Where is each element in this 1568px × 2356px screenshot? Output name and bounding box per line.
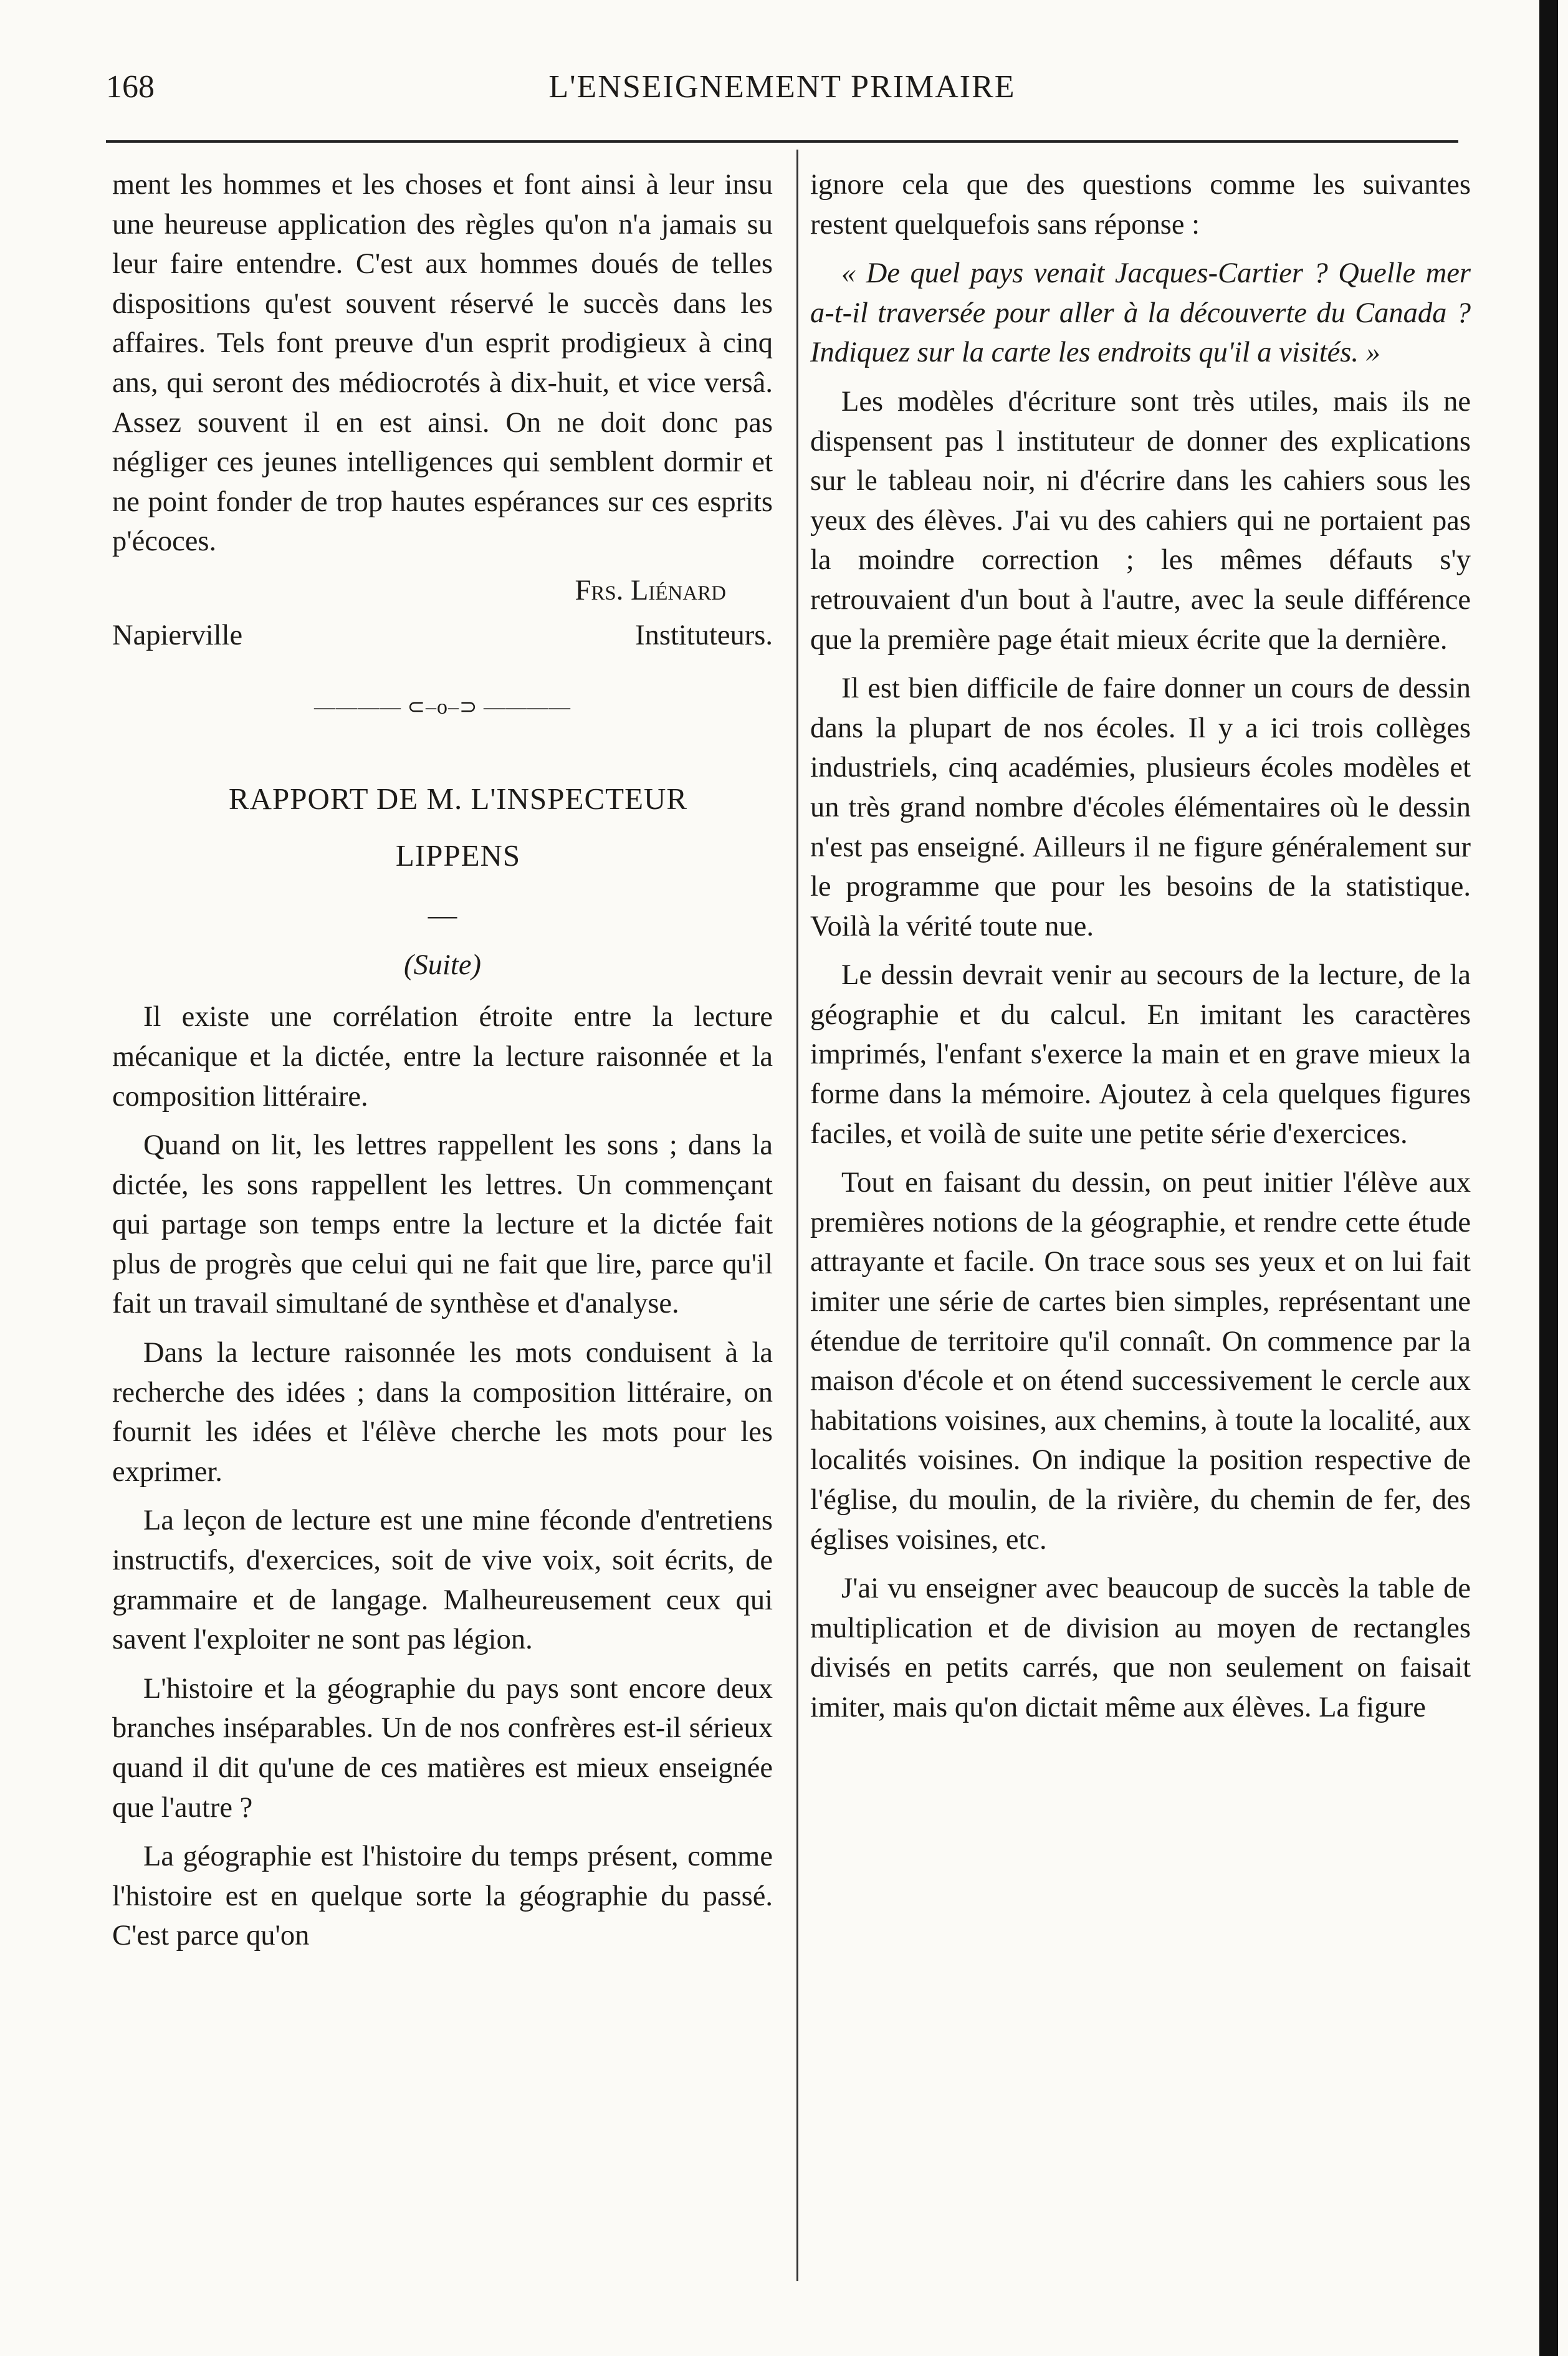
- continued-paragraph: ment les hommes et les choses et font ainsi à leur insu une heureuse application des règles qu'on n'a jamais su leur faire entendre. C'est aux hommes doués de telles dispositions qu'est souvent réservé le succès dans les affaires. Tels font preuve d'un esprit prodigieux à cinq ans, qui seront des médiocrotés à dix-huit, et vice versâ. Assez souvent il en est ainsi. On ne doit donc pas négliger ces jeunes intelligences qui semblent dormir et ne point fonder de trop hautes espérances sur ces esprits p'écoces.: [112, 169, 773, 558]
- paragraph: Il est bien difficile de faire donner un cours de dessin dans la plupart de nos écoles. Il y a ici trois collèges industriels, cinq académies, plusieurs écoles modèles et un très grand nombre d'écoles élémentaires où le dessin n'est pas enseigné. Ailleurs il ne figure généralement sur le programme que pour les besoins de la statistique. Voilà la vérité toute nue.: [810, 673, 1471, 942]
- paragraph: Les modèles d'écriture sont très utiles, mais ils ne dispensent pas l instituteur de donner des explications sur le tableau noir, ni d'écrire dans les cahiers sous les yeux des élèves. J'ai vu des cahiers qui ne portaient pas la moindre correction ; les mêmes défauts s'y retrouvaient d'un bout à l'autre, avec la seule différence que la première page était mieux écrite que la dernière.: [810, 385, 1471, 656]
- page-spine-shadow: [1539, 0, 1558, 2356]
- paragraph: Tout en faisant du dessin, on peut initier l'élève aux premières notions de la géographie, et rendre cette étude attrayante et facile. On trace sous ses yeux et on lui fait imiter une série de cartes bien simples, représentant une étendue de territoire qu'il connaît. On commence par la maison d'école et on étend successivement le cercle aux habitations voisines, aux chemins, à toute la localité, aux localités voisines. On indique la position respective de l'église, du moulin, de la rivière, du chemin de fer, des églises voisines, etc.: [810, 1167, 1471, 1556]
- page-header: [106, 69, 1458, 125]
- paragraph: Il existe une corrélation étroite entre la lecture mécanique et la dictée, entre la lecture raisonnée et la composition littéraire.: [112, 1001, 773, 1113]
- signature-name: Frs. Liénard: [575, 574, 726, 606]
- paragraph: La géographie est l'histoire du temps présent, comme l'histoire est en quelque sorte la géographie du passé. C'est parce qu'on: [112, 1841, 773, 1952]
- paragraph: Le dessin devrait venir au secours de la lecture, de la géographie et du calcul. En imitant les caractères imprimés, l'enfant s'exerce la main et en grave mieux la forme dans la mémoire. Ajoutez à cela quelques figures faciles, et voilà de suite une petite série d'exercices.: [810, 959, 1471, 1150]
- page-number: 168: [106, 69, 155, 105]
- continued-paragraph: ignore cela que des questions comme les suivantes restent quelquefois sans réponse :: [810, 169, 1471, 241]
- paragraph: J'ai vu enseigner avec beaucoup de succès la table de multiplication et de division au moyen de rectangles divisés en petits carrés, que non seulement on faisait imiter, mais qu'on dictait même aux élèves. La figure: [810, 1573, 1471, 1723]
- right-column: [810, 165, 1471, 1737]
- paragraph: La leçon de lecture est une mine féconde d'entretiens instructifs, d'exercices, soit de vive voix, soit écrits, de grammaire et de langage. Malheureusement ceux qui savent l'exploiter ne sont pas légion.: [112, 1505, 773, 1656]
- section-divider: ———— ⊂–o–⊃ ————: [314, 695, 571, 719]
- signature-title: Instituteurs.: [635, 619, 773, 651]
- left-column: [112, 165, 773, 1965]
- paragraph: Dans la lecture raisonnée les mots conduisent à la recherche des idées ; dans la composition littéraire, on fournit les idées et l'élève cherche les mots pour les exprimer.: [112, 1337, 773, 1488]
- section-title-line-1: RAPPORT DE M. L'INSPECTEUR: [228, 782, 688, 816]
- paragraph: L'histoire et la géographie du pays sont encore deux branches inséparables. Un de nos confrères est-il sérieux quand il dit qu'une de ces matières est mieux enseignée que l'autre ?: [112, 1672, 773, 1824]
- signature-row: [112, 616, 773, 655]
- title-dash: —: [428, 899, 457, 932]
- header-rule: [106, 140, 1458, 143]
- paragraph: Quand on lit, les lettres rappellent les sons ; dans la dictée, les sons rappellent les lettres. Un commençant qui partage son temps entre la lecture et la dictée fait plus de progrès que celui qui ne fait que lire, parce qu'il fait un travail simultané de synthèse et d'analyse.: [112, 1129, 773, 1320]
- signature-place: Napierville: [112, 619, 243, 651]
- running-title: L'ENSEIGNEMENT PRIMAIRE: [548, 69, 1016, 105]
- quote-block: « De quel pays venait Jacques-Cartier ? Quelle mer a-t-il traversée pour aller à la découverte du Canada ? Indiquez sur la carte les endroits qu'il a visités. »: [810, 257, 1471, 369]
- section-title-line-2: LIPPENS: [395, 838, 521, 873]
- suite-label: (Suite): [404, 949, 481, 981]
- column-rule: [796, 150, 798, 2281]
